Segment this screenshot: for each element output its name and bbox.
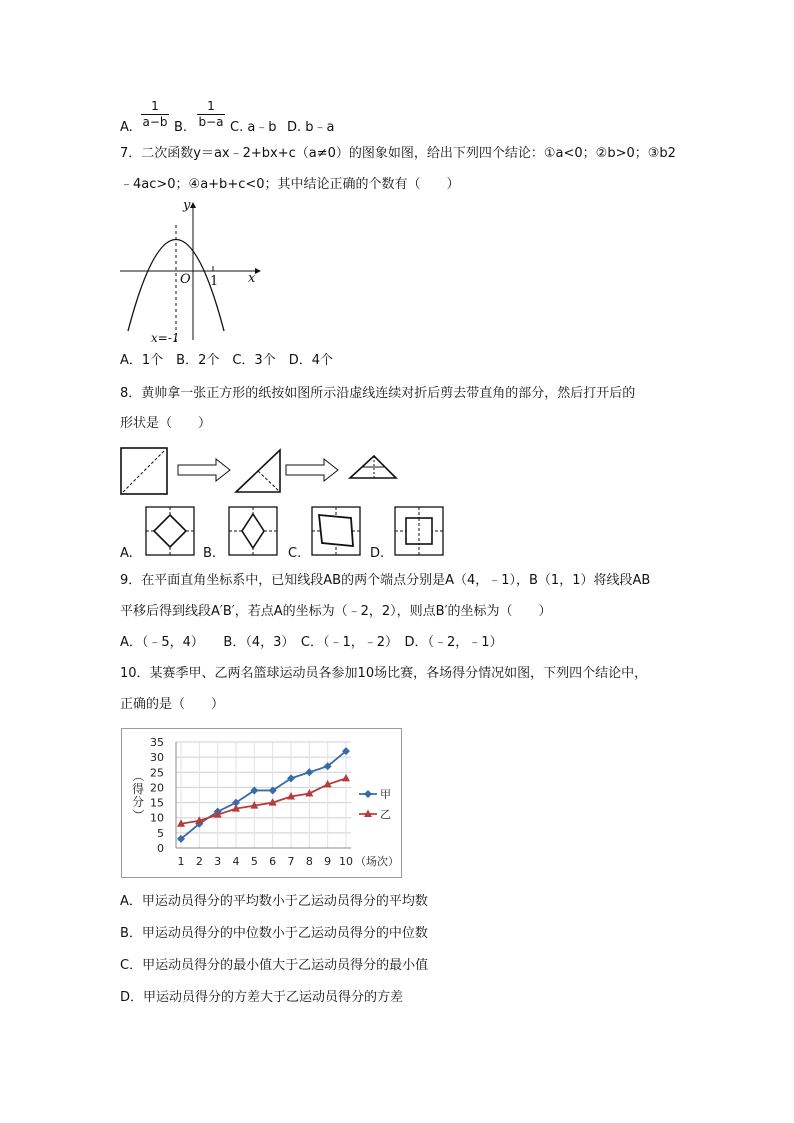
parabola-graph <box>118 200 268 345</box>
q8-option-c-label: C. <box>288 546 302 561</box>
series-1-point <box>305 768 313 776</box>
score-line-chart <box>121 728 402 878</box>
series-line-2 <box>181 778 346 823</box>
y-axis-label-char: 得 <box>131 782 145 796</box>
graph-axis-of-symmetry-label: x=-1 <box>151 331 180 345</box>
x-tick-label: 8 <box>305 855 313 868</box>
q6-a-denominator: a−b <box>142 115 168 129</box>
q6-b-numerator: 1 <box>207 99 215 113</box>
y-tick-label: 5 <box>157 826 164 840</box>
legend-marker-diamond <box>364 790 372 798</box>
x-tick-label: 4 <box>232 855 240 868</box>
graph-origin-label: O <box>180 272 191 287</box>
q10-question-line1: 10．某赛季甲、乙两名篮球运动员各参加10场比赛，各场得分情况如图，下列四个结论中， <box>120 666 648 681</box>
q6-option-c: C. a﹣b <box>230 120 277 135</box>
x-tick-label: 3 <box>214 855 222 868</box>
folding-steps-figure <box>118 444 403 496</box>
q7-question-line2: ﹣4ac>0；④a+b+c<0；其中结论正确的个数有（ ） <box>120 177 460 192</box>
q8-option-a-figure <box>145 506 195 556</box>
q8-option-a-label: A. <box>120 546 133 561</box>
paper-diagonal-dashed <box>123 450 165 492</box>
q10-option-d: D．甲运动员得分的方差大于乙运动员得分的方差 <box>120 990 404 1005</box>
series-line-1 <box>181 751 346 839</box>
q6-option-a-label: A. <box>120 120 133 135</box>
series-2-point <box>342 774 350 782</box>
q9-question-line2: 平移后得到线段A′B′，若点A的坐标为（﹣2，2），则点B′的坐标为（ ） <box>120 604 552 619</box>
q8-option-b-label: B. <box>203 546 217 561</box>
q10-option-a: A．甲运动员得分的平均数小于乙运动员得分的平均数 <box>120 894 428 909</box>
q9-options: A．（﹣5，4） B．（4，3） C．（﹣1，﹣2） D．（﹣2，﹣1） <box>120 635 503 650</box>
y-tick-label: 0 <box>157 842 164 855</box>
y-axis-arrow <box>190 202 196 208</box>
q6-a-numerator: 1 <box>151 99 159 113</box>
y-tick-label: 30 <box>150 751 164 765</box>
q10-option-b: B．甲运动员得分的中位数小于乙运动员得分的中位数 <box>120 926 428 941</box>
q6-option-b-fraction <box>197 100 225 129</box>
q8-question-line1: 8．黄帅拿一张正方形的纸按如图所示沿虚线连续对折后剪去带直角的部分，然后打开后的 <box>120 386 636 401</box>
x-tick-label: 1 <box>177 855 185 868</box>
q6-option-d: D. b﹣a <box>287 120 335 135</box>
option-c-cut-quad <box>319 515 353 546</box>
q10-question-line2: 正确的是（ ） <box>120 697 225 712</box>
q6-option-a-fraction <box>141 100 169 129</box>
y-tick-label: 10 <box>150 811 164 825</box>
q8-option-b-figure <box>228 506 278 556</box>
legend-label-2: 乙 <box>380 808 391 821</box>
y-axis-label-char: （ <box>131 769 145 783</box>
graph-x-label: x <box>248 271 256 286</box>
x-axis-label: （场次） <box>355 855 399 868</box>
graph-tick-label: 1 <box>210 274 219 289</box>
q8-option-c-figure <box>311 506 361 556</box>
graph-y-label: y <box>183 198 191 213</box>
y-tick-label: 35 <box>150 736 164 749</box>
x-tick-label: 2 <box>195 855 203 868</box>
x-tick-label: 6 <box>269 855 277 868</box>
folded-triangle-dashed <box>258 471 280 492</box>
x-tick-label: 5 <box>250 855 258 868</box>
x-tick-label: 9 <box>324 855 332 868</box>
q10-option-c: C．甲运动员得分的最小值大于乙运动员得分的最小值 <box>120 958 429 973</box>
y-axis-label-char: ） <box>131 808 145 822</box>
y-tick-label: 15 <box>150 796 164 810</box>
x-axis-arrow <box>255 268 261 274</box>
q8-option-d-figure <box>394 506 444 556</box>
y-tick-label: 25 <box>150 766 164 780</box>
x-tick-label: 7 <box>287 855 295 868</box>
legend-label-1: 甲 <box>380 788 391 801</box>
fold-arrow-1 <box>178 459 230 481</box>
q8-question-line2: 形状是（ ） <box>120 416 212 431</box>
y-tick-label: 20 <box>150 781 164 795</box>
q6-option-b-label: B. <box>174 120 188 135</box>
x-tick-label: 10 <box>339 855 353 868</box>
q8-option-d-label: D. <box>370 546 385 561</box>
q6-b-denominator: b−a <box>198 115 224 129</box>
option-b-cut-rhombus <box>242 514 264 548</box>
q9-question-line1: 9．在平面直角坐标系中，已知线段AB的两个端点分别是A（4，﹣1），B（1，1）将线段AB <box>120 573 651 588</box>
q7-question-line1: 7．二次函数y＝ax﹣2+bx+c（a≠0）的图象如图，给出下列四个结论：①a<0；②b>0；③b2 <box>120 146 676 161</box>
option-a-cut-diamond <box>154 515 186 547</box>
q7-options: A．1个 B．2个 C．3个 D．4个 <box>120 353 333 368</box>
y-axis-label-char: 分 <box>131 795 145 809</box>
fold-arrow-2 <box>286 459 338 481</box>
